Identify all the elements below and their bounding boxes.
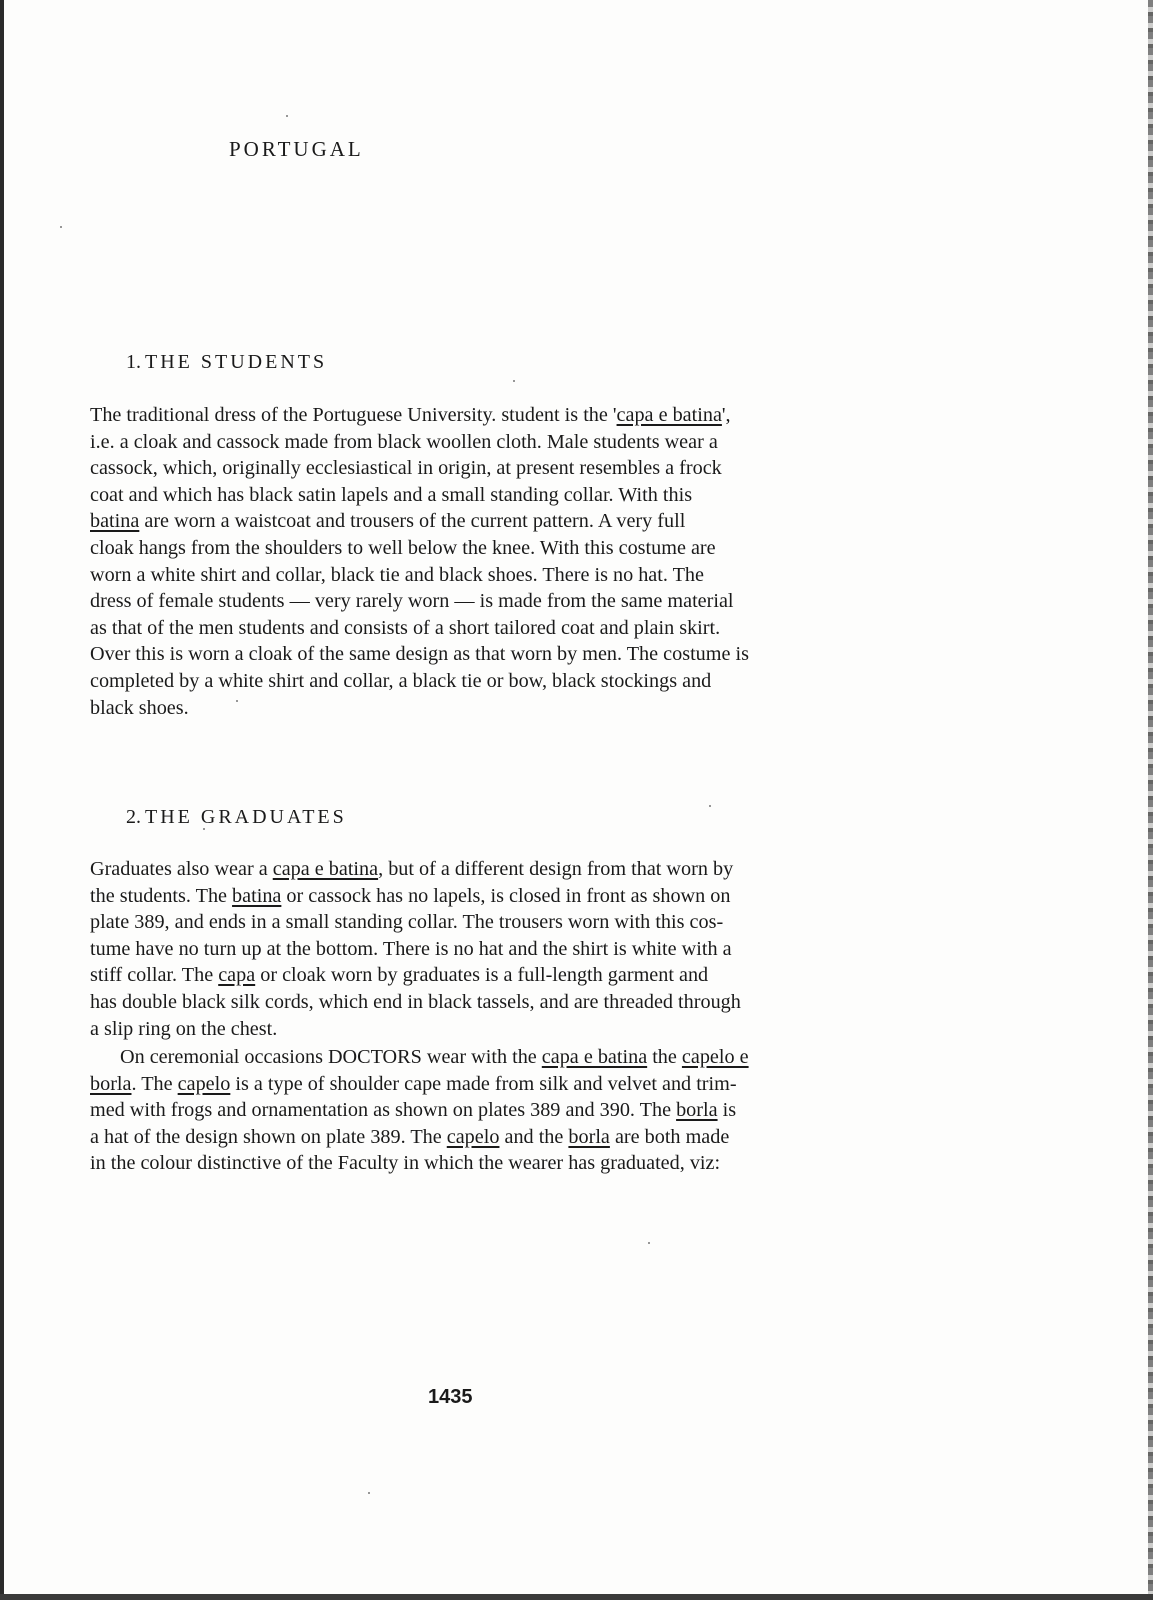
scan-edge-left	[0, 0, 4, 1600]
scan-speck	[709, 805, 711, 807]
text-line: cloak hangs from the shoulders to well below the knee. With this costume are	[90, 536, 716, 559]
section-number: 2.	[126, 806, 141, 828]
paragraph	[90, 402, 950, 721]
text-line: On ceremonial occasions DOCTORS wear with the capa e batina the capelo e	[120, 1046, 749, 1068]
underlined-term: capa e batina	[616, 404, 722, 426]
text-line: Graduates also wear a capa e batina, but of a different design from that worn by	[90, 858, 734, 880]
text-line: Over this is worn a cloak of the same design as that worn by men. The costume is	[90, 643, 749, 666]
underlined-term: batina	[90, 510, 140, 533]
underlined-term: capelo	[177, 1072, 231, 1095]
scan-speck	[513, 380, 515, 382]
underlined-term: borla	[676, 1099, 718, 1122]
text-line: dress of female students — very rarely worn — is made from the same material	[90, 590, 734, 613]
text-line: a slip ring on the chest.	[90, 1017, 278, 1040]
paragraph	[90, 1044, 950, 1177]
section-heading-text: THE STUDENTS	[145, 351, 328, 373]
text-line: worn a white shirt and collar, black tie and black shoes. There is no hat. The	[90, 563, 704, 586]
section-heading-text: THE GRADUATES	[145, 806, 347, 828]
text-line: stiff collar. The capa or cloak worn by graduates is a full-length garment and	[90, 964, 709, 987]
text-line: The traditional dress of the Portuguese University. student is the 'capa e batina',	[90, 404, 731, 426]
text-line: borla. The capelo is a type of shoulder cape made from silk and velvet and trim-	[90, 1072, 737, 1095]
text-line: plate 389, and ends in a small standing collar. The trousers worn with this cos-	[90, 911, 724, 934]
scan-speck	[648, 1242, 650, 1244]
section-number: 1.	[126, 351, 141, 373]
scan-speck	[286, 115, 288, 117]
text-line: in the colour distinctive of the Faculty in which the wearer has graduated, viz:	[90, 1152, 721, 1175]
text-line: black shoes.	[90, 696, 189, 719]
text-line: has double black silk cords, which end in black tassels, and are threaded through	[90, 990, 741, 1013]
scan-edge-right	[1148, 0, 1153, 1600]
text-line: completed by a white shirt and collar, a black tie or bow, black stockings and	[90, 669, 712, 692]
page-title: PORTUGAL	[229, 137, 364, 161]
underlined-term: capelo e	[681, 1046, 749, 1068]
underlined-term: capa e batina	[272, 858, 379, 880]
text-line: i.e. a cloak and cassock made from black woollen cloth. Male students wear a	[90, 430, 718, 453]
text-line: as that of the men students and consists of a short tailored coat and plain skirt.	[90, 616, 721, 639]
page-number: 1435	[428, 1386, 473, 1408]
underlined-term: capelo	[446, 1125, 500, 1148]
scan-speck	[368, 1492, 370, 1494]
scan-speck	[60, 226, 62, 228]
scan-edge-bottom	[0, 1594, 1153, 1600]
text-line: a hat of the design shown on plate 389. The capelo and the borla are both made	[90, 1125, 730, 1148]
text-line: med with frogs and ornamentation as shown on plates 389 and 390. The borla is	[90, 1099, 737, 1122]
underlined-term: batina	[232, 884, 282, 907]
paragraph	[90, 856, 950, 1042]
section-heading-graduates	[126, 806, 347, 829]
text-line: cassock, which, originally ecclesiastical in origin, at present resembles a frock	[90, 457, 722, 480]
underlined-term: borla	[568, 1125, 610, 1148]
underlined-term: borla	[90, 1072, 132, 1095]
text-line: tume have no turn up at the bottom. There is no hat and the shirt is white with a	[90, 937, 732, 960]
text-line: the students. The batina or cassock has no lapels, is closed in front as shown on	[90, 884, 731, 907]
text-line: batina are worn a waistcoat and trousers of the current pattern. A very full	[90, 510, 686, 533]
section-heading-students	[126, 351, 327, 374]
underlined-term: capa	[218, 964, 256, 987]
text-line: coat and which has black satin lapels and a small standing collar. With this	[90, 483, 693, 506]
underlined-term: capa e batina	[541, 1046, 648, 1068]
